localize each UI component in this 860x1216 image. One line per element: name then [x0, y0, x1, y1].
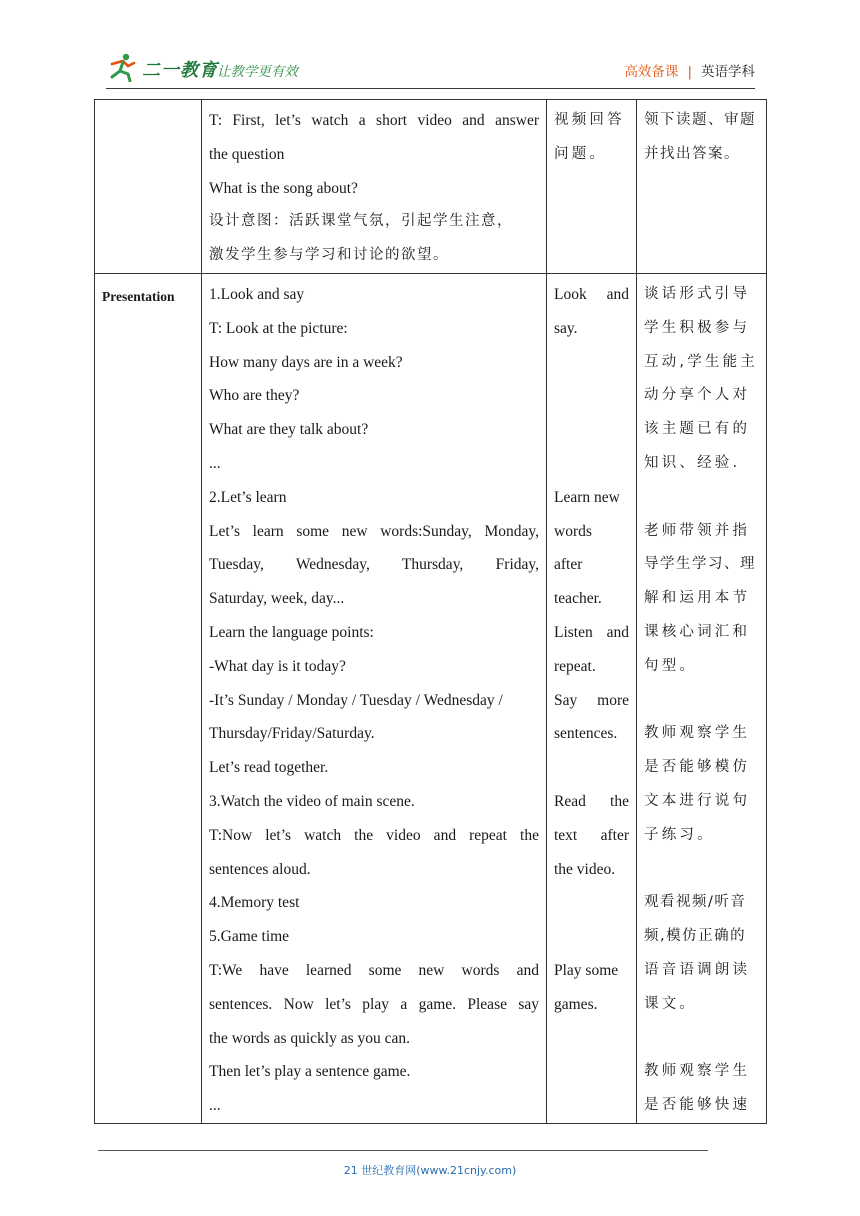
text-line: Let’s read together. — [209, 759, 329, 777]
text-line: sentences. Now let’s play a game. Please say — [209, 995, 539, 1013]
text-line: ... — [209, 454, 221, 472]
stage-cell — [95, 100, 202, 274]
spacer — [644, 684, 759, 718]
text-line: 是否能够模仿 — [644, 759, 751, 776]
text-line: say. — [554, 319, 578, 337]
text-line: Who are they? — [209, 387, 300, 405]
student-activity-cell — [547, 100, 637, 274]
footer-divider — [98, 1150, 708, 1151]
text-line: 互动,学生能主 — [644, 353, 759, 370]
slogan: / 让教学更有效 — [208, 64, 298, 80]
spacer — [554, 886, 629, 920]
text-line: 句型。 — [644, 657, 698, 674]
text-line: 教师观察学生 — [644, 725, 751, 742]
text-line: Then let’s play a sentence game. — [209, 1063, 411, 1081]
text-line: 导学生学习、理 — [644, 556, 756, 573]
text-line: text after — [554, 826, 629, 844]
text-line: Learn the language points: — [209, 623, 374, 641]
student-activity-cell — [547, 273, 637, 1123]
spacer — [554, 413, 629, 447]
text-line: the question — [209, 145, 285, 163]
text-line: sentences aloud. — [209, 860, 311, 878]
text-line: 文本进行说句 — [644, 792, 751, 809]
text-line: T:We have learned some new words and — [209, 961, 539, 979]
text-line: -It’s Sunday / Monday / Tuesday / Wednesday / — [209, 691, 503, 709]
text-line: 子练习。 — [644, 826, 715, 843]
text-line: 2.Let’s learn — [209, 488, 287, 506]
text-line: 观看视频/听音 — [644, 894, 747, 911]
text-line: Read the — [554, 792, 629, 810]
text-line: words — [554, 522, 592, 540]
text-line: Saturday, week, day... — [209, 590, 345, 608]
text-line: How many days are in a week? — [209, 353, 403, 371]
text-line: Listen and — [554, 623, 629, 641]
text-line: Thursday/Friday/Saturday. — [209, 725, 375, 743]
text-line: 5.Game time — [209, 928, 290, 946]
stage-label: Presentation — [95, 273, 202, 1123]
text-line: Learn new — [554, 488, 620, 506]
text-line: 视频回答 — [554, 112, 625, 128]
lesson-plan-table — [94, 99, 767, 1124]
spacer — [554, 447, 629, 481]
text-line: T: Look at the picture: — [209, 319, 348, 337]
text-line: 1.Look and say — [209, 285, 305, 303]
page-header — [0, 0, 860, 100]
text-line: 课核心词汇和 — [644, 623, 751, 640]
text-line: games. — [554, 995, 598, 1013]
text-line: 问题。 — [554, 145, 608, 162]
runner-logo-icon — [106, 52, 140, 82]
text-line: 设计意图：活跃课堂气氛，引起学生注意， — [209, 213, 513, 230]
design-intent-cell — [637, 100, 767, 274]
text-line: 频,模仿正确的 — [644, 928, 747, 945]
text-line: Look and — [554, 285, 629, 303]
teacher-activity-cell — [202, 273, 547, 1123]
text-line: 谈话形式引导 — [644, 285, 751, 302]
spacer — [644, 481, 759, 515]
logo-text: 二一教育 — [142, 60, 218, 81]
text-line: after — [554, 556, 583, 574]
text-line: Tuesday, Wednesday, Thursday, Friday, — [209, 556, 539, 574]
text-line: the video. — [554, 860, 616, 878]
text-line: 并找出答案。 — [644, 145, 740, 162]
header-label-course: 高效备课 — [624, 64, 679, 80]
teacher-activity-cell — [202, 100, 547, 274]
text-line: 解和运用本节 — [644, 590, 751, 607]
text-line: the words as quickly as you can. — [209, 1029, 411, 1047]
table-row — [95, 100, 767, 274]
text-line: What is the song about? — [209, 179, 358, 197]
text-line: 老师带领并指 — [644, 522, 751, 539]
text-line: Say more — [554, 691, 629, 709]
text-line: 该主题已有的 — [644, 421, 751, 438]
spacer — [554, 379, 629, 413]
text-line: repeat. — [554, 657, 596, 675]
text-line: 3.Watch the video of main scene. — [209, 792, 415, 810]
text-line: 课文。 — [644, 995, 698, 1012]
header-separator: | — [687, 64, 692, 80]
text-line: sentences. — [554, 725, 618, 743]
text-line: 知识、经验. — [644, 454, 741, 471]
text-line: 语音语调朗读 — [644, 961, 751, 978]
spacer — [554, 346, 629, 380]
header-divider — [106, 88, 755, 89]
header-label-subject: 英语学科 — [701, 64, 755, 80]
header-subject — [624, 60, 755, 80]
spacer — [644, 1022, 759, 1056]
text-line: T:Now let’s watch the video and repeat the — [209, 826, 539, 844]
text-line: What are they talk about? — [209, 421, 369, 439]
text-line: 领下读题、审题 — [644, 112, 756, 128]
text-line: T: First, let’s watch a short video and answer — [209, 112, 539, 129]
text-line: 激发学生参与学习和讨论的欲望。 — [209, 247, 449, 264]
text-line: Play some — [554, 961, 619, 979]
spacer — [554, 920, 629, 954]
table-row — [95, 273, 767, 1123]
footer-source: 21 世纪教育网(www.21cnjy.com) — [343, 1164, 517, 1177]
spacer — [554, 751, 629, 785]
text-line: 学生积极参与 — [644, 319, 751, 336]
text-line: 教师观察学生 — [644, 1063, 751, 1080]
spacer — [644, 853, 759, 887]
text-line: -What day is it today? — [209, 657, 346, 675]
text-line: 4.Memory test — [209, 894, 300, 912]
text-line: 是否能够快速 — [644, 1097, 751, 1114]
text-line: 动分享个人对 — [644, 387, 751, 404]
design-intent-cell — [637, 273, 767, 1123]
text-line: Let’s learn some new words:Sunday, Monday, — [209, 522, 539, 540]
text-line: teacher. — [554, 590, 602, 608]
text-line: ... — [209, 1097, 221, 1115]
